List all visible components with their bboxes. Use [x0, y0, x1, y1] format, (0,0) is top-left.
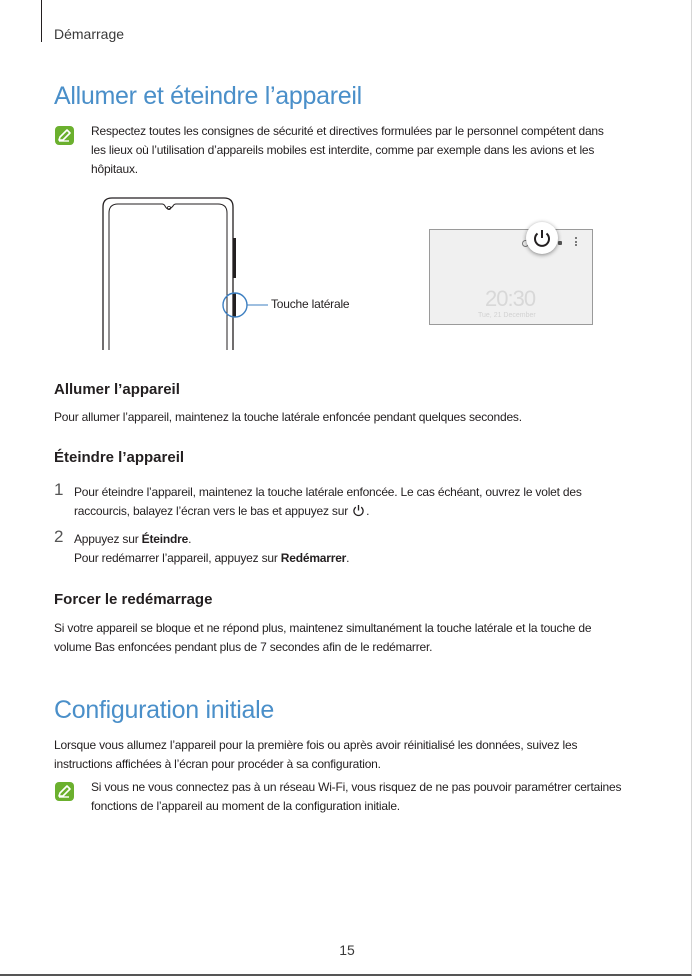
phone-illustration: [96, 193, 376, 353]
step-number-2: 2: [54, 527, 64, 546]
step-number-1: 1: [54, 480, 64, 499]
power-on-text: Pour allumer l’appareil, maintenez la touche latérale enfoncée pendant quelques secondes.: [54, 410, 522, 424]
page-number: 15: [339, 942, 355, 958]
step-2-text: Appuyez sur Éteindre. Pour redémarrer l’appareil, appuyez sur Redémarrer.: [74, 532, 350, 565]
header-rule: [41, 0, 42, 42]
note-text-wifi: Si vous ne vous connectez pas à un réseau Wi-Fi, vous risquez de ne pas pouvoir paramétrer certaines fonctions de l’appareil au moment de la configuration initiale.: [91, 780, 622, 813]
running-header: Démarrage: [54, 26, 125, 42]
inline-power-icon: [351, 503, 366, 524]
subtitle-power-off: Éteindre l’appareil: [54, 449, 185, 466]
setup-text: Lorsque vous allumez l’appareil pour la première fois ou après avoir réinitialisé les données, suivez les instructions affichées à l’écran pour procéder à sa configuration.: [54, 738, 578, 771]
power-icon: [526, 222, 558, 254]
section-title-power: Allumer et éteindre l’appareil: [54, 82, 362, 110]
section-title-setup: Configuration initiale: [54, 696, 274, 724]
force-restart-text: Si votre appareil se bloque et ne répond plus, maintenez simultanément la touche latérale et la touche de volume Bas enfoncées pendant plus de 7 secondes afin de le redémarrer.: [54, 621, 592, 654]
step-1-text: Pour éteindre l’appareil, maintenez la touche latérale enfoncée. Le cas échéant, ouvrez le volet des raccourcis, balayez l’écran vers le bas et appuyez sur .: [74, 483, 582, 524]
screen-illustration: [429, 229, 593, 325]
side-key-callout-label: Touche latérale: [271, 297, 350, 311]
small-square-icon: [558, 241, 562, 245]
subtitle-force-restart: Forcer le redémarrage: [54, 591, 213, 608]
note-icon: [55, 126, 74, 145]
note-icon: [55, 782, 74, 801]
blurred-clock: 20:30: [485, 286, 536, 311]
blurred-date: Tue, 21 December: [478, 312, 536, 319]
subtitle-power-on: Allumer l’appareil: [54, 381, 180, 398]
note-text-safety: Respectez toutes les consignes de sécurité et directives formulées par le personnel compétent dans les lieux où l’utilisation d’appareils mobiles est interdite, comme par exemple dans les avions et les hôpitaux.: [91, 124, 604, 176]
menu-dots-icon: [575, 237, 577, 247]
